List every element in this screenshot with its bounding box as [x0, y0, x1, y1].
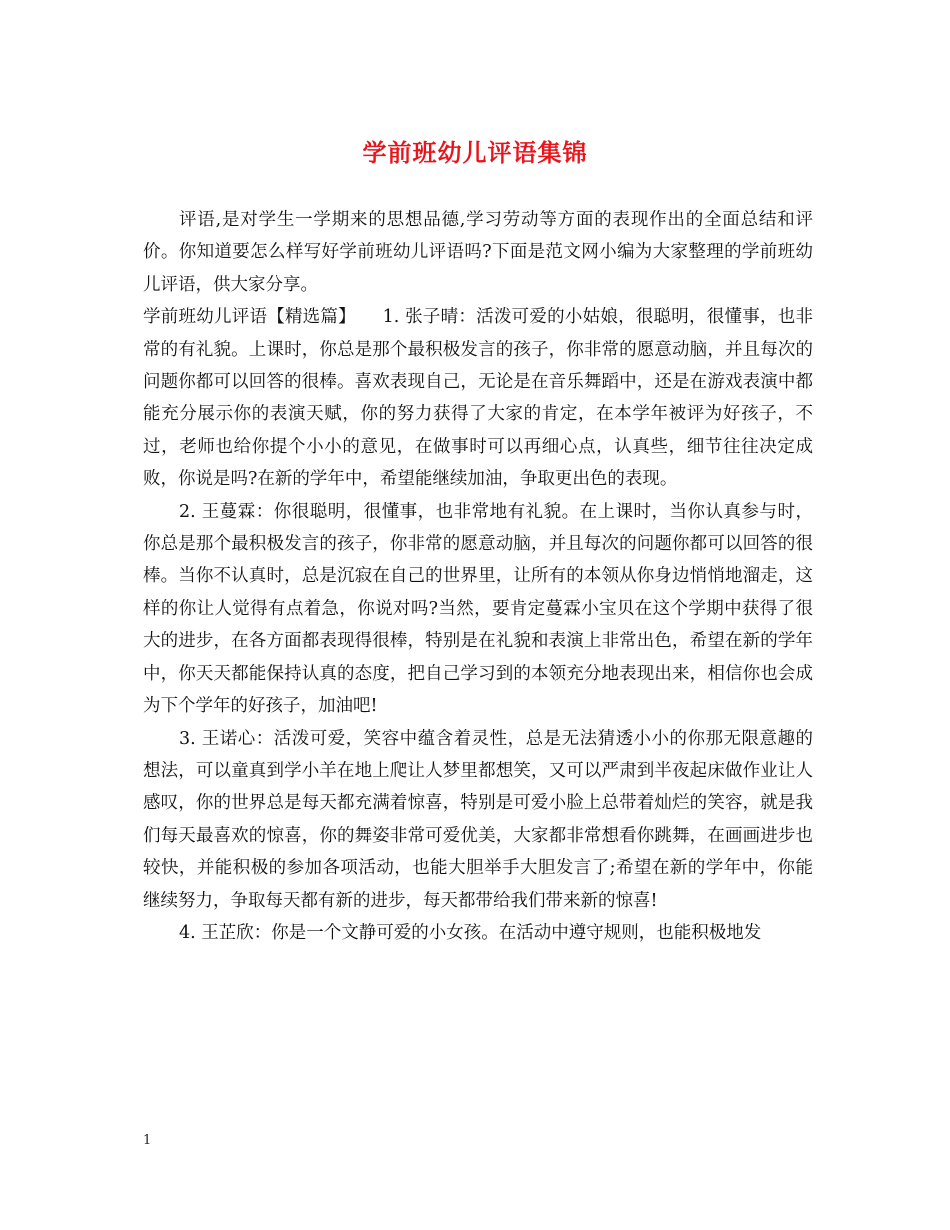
comment-paragraph-4: 4. 王芷欣：你是一个文静可爱的小女孩。在活动中遵守规则，也能积极地发 — [179, 922, 762, 943]
document-body — [143, 204, 813, 949]
document-title: 学前班幼儿评语集锦 — [362, 138, 588, 167]
comment-paragraph-3: 3. 王诺心：活泼可爱，笑容中蕴含着灵性，总是无法猜透小小的你那无限意趣的想法，可以童真到学小羊在地上爬让人梦里都想笑，又可以严肃到半夜起床做作业让人感叹，你的世界总是每天都充满着惊喜，特别是可爱小脸上总带着灿烂的笑容，就是我们每天最喜欢的惊喜，你的舞姿非常可爱优美，大家都非常想看你跳舞，在画画进步也较快，并能积极的参加各项活动，也能大胆举手大胆发言了;希望在新的学年中，你能继续努力，争取每天都有新的进步，每天都带给我们带来新的惊喜! — [143, 728, 813, 911]
page-number: 1 — [143, 1133, 152, 1148]
comment-paragraph-2: 2. 王蔓霖：你很聪明，很懂事，也非常地有礼貌。在上课时，当你认真参与时，你总是那个最积极发言的孩子，你非常的愿意动脑，并且每次的问题你都可以回答的很棒。当你不认真时，总是沉寂在自己的世界里，让所有的本领从你身边悄悄地溜走，这样的你让人觉得有点着急，你说对吗?当然，要肯定蔓霖小宝贝在这个学期中获得了很大的进步，在各方面都表现得很棒，特别是在礼貌和表演上非常出色，希望在新的学年中，你天天都能保持认真的态度，把自己学习到的本领充分地表现出来，相信你也会成为下个学年的好孩子，加油吧! — [143, 501, 813, 717]
section-heading-paragraph: 学前班幼儿评语【精选篇】 1. 张子晴：活泼可爱的小姑娘，很聪明，很懂事，也非常的有礼貌。上课时，你总是那个最积极发言的孩子，你非常的愿意动脑，并且每次的问题你都可以回答的很棒。喜欢表现自己，无论是在音乐舞蹈中，还是在游戏表演中都能充分展示你的表演天赋，你的努力获得了大家的肯定，在本学年被评为好孩子，不过，老师也给你提个小小的意见，在做事时可以再细心点，认真些，细节往往决定成败，你说是吗?在新的学年中，希望能继续加油，争取更出色的表现。 — [143, 307, 813, 490]
intro-paragraph: 评语,是对学生一学期来的思想品德,学习劳动等方面的表现作出的全面总结和评价。你知道要怎么样写好学前班幼儿评语吗?下面是范文网小编为大家整理的学前班幼儿评语，供大家分享。 — [143, 210, 813, 295]
